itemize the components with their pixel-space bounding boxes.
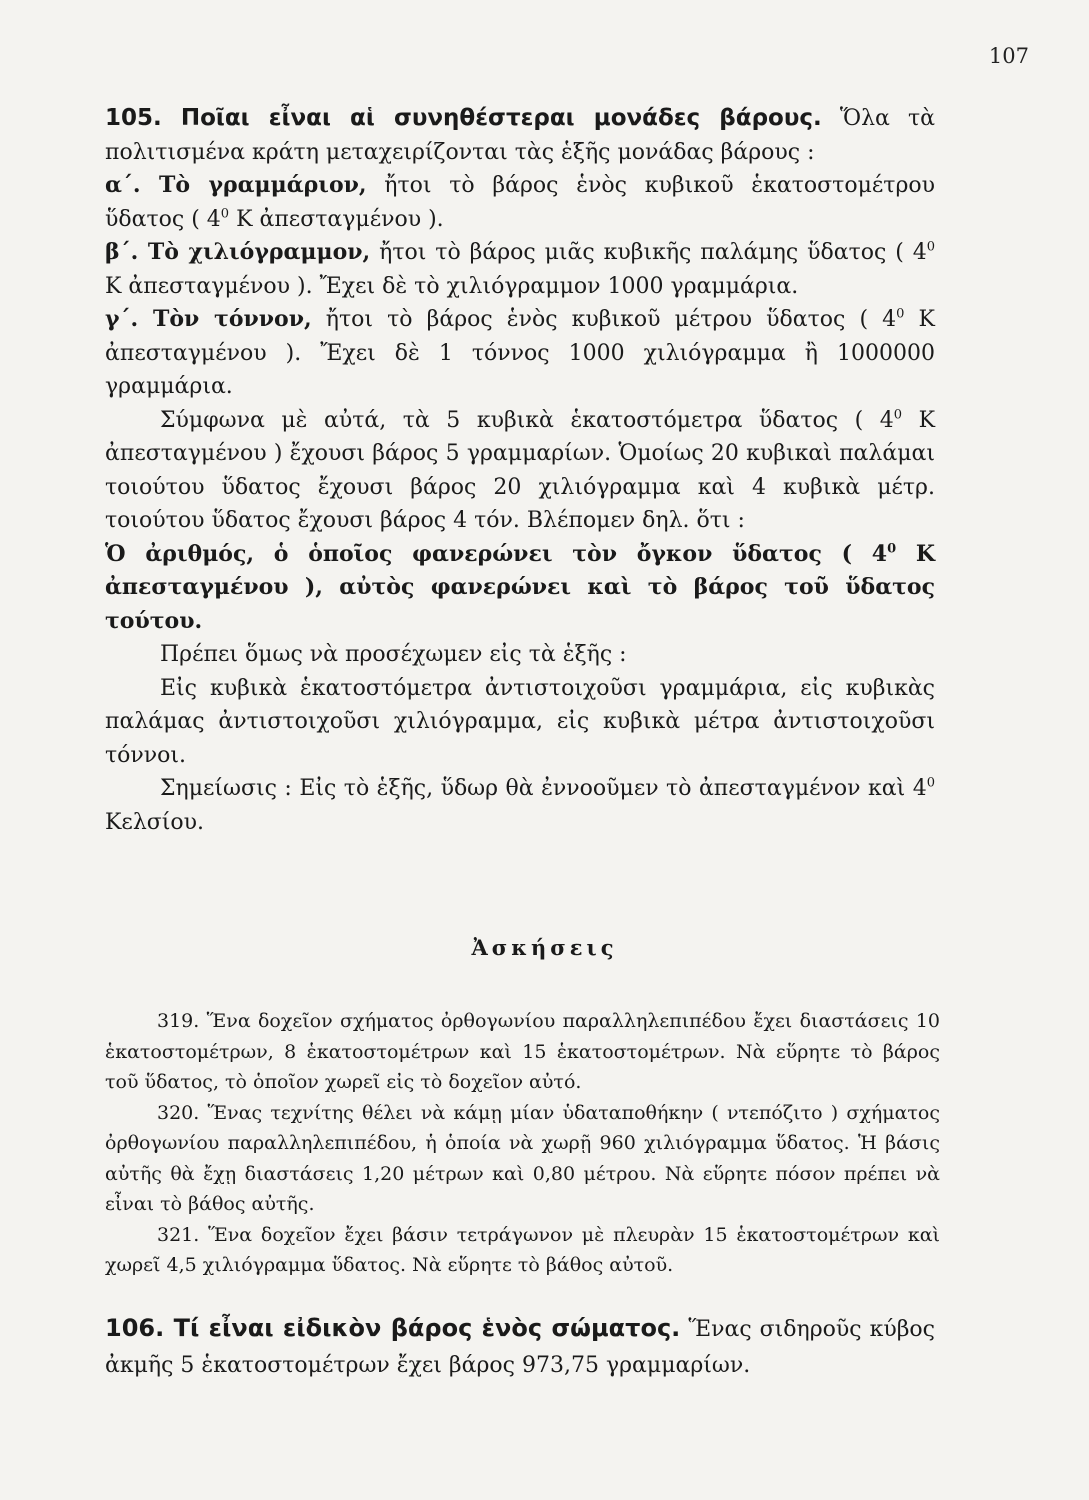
item-b: β΄. Τὸ χιλιόγραμμον, ἤτοι τὸ βάρος μιᾶς κυβικῆς παλάμης ὕδατος ( $4^0$ Κ ἀπεσταγμένου ). Ἔχει δὲ τὸ χιλιόγραμμον 1000 γραμμάρια. <box>105 239 935 299</box>
item-a: α΄. Τὸ γραμμάριον, ἤτοι τὸ βάρος ἑνὸς κυβικοῦ ἑκατοστομέτρου ὕδατος ( $4^0$ Κ ἀπεσταγμένου ). <box>105 172 935 232</box>
exercise-319: 319. Ἕνα δοχεῖον σχήματος ὀρθογωνίου παραλληλεπιπέδου ἔχει διαστάσεις 10 ἑκατοστομέτρων, 8 ἑκατοστομέτρων καὶ 15 ἑκατοστομέτρων. Νὰ εὕρητε τὸ βάρος τοῦ ὕδατος, τὸ ὁποῖον χωρεῖ εἰς τὸ δοχεῖον αὐτό. <box>105 1010 940 1093</box>
section-105-heading: 105. Ποῖαι εἶναι αἱ συνηθέστεραι μονάδες βάρους. <box>105 105 822 131</box>
exercises-list <box>105 1006 940 1281</box>
section-106-heading: 106. Τί εἶναι εἰδικὸν βάρος ἑνὸς σώματος. <box>105 1314 681 1342</box>
rule-statement: Ὁ ἀριθμός, ὁ ὁποῖος φανερώνει τὸν ὄγκον ὕδατος ( $4^0$ Κ ἀπεσταγμένου ), αὐτὸς φανερώνει καὶ τὸ βάρος τοῦ ὕδατος τούτου. <box>105 540 935 634</box>
exercise-321: 321. Ἕνα δοχεῖον ἔχει βάσιν τετράγωνον μὲ πλευρὰν 15 ἑκατοστομέτρων καὶ χωρεῖ 4,5 χιλιόγραμμα ὕδατος. Νὰ εὕρητε τὸ βάθος αὐτοῦ. <box>105 1223 940 1276</box>
paragraph-accordingly: Σύμφωνα μὲ αὐτά, τὰ 5 κυβικὰ ἑκατοστόμετρα ὕδατος ( $4^0$ Κ ἀπεσταγμένου ) ἔχουσι βάρος 5 γραμμαρίων. Ὁμοίως 20 κυβικαὶ παλάμαι τοιούτου ὕδατος ἔχουσι βάρος 20 χιλιόγραμμα καὶ 4 κυβικὰ μέτρ. τοιούτου ὕδατος ἔχουσι βάρος 4 τόν. Βλέπομεν δηλ. ὅτι : <box>105 407 935 533</box>
section-106 <box>105 1310 935 1384</box>
paragraph-correspondence: Εἰς κυβικὰ ἑκατοστόμετρα ἀντιστοιχοῦσι γραμμάρια, εἰς κυβικὰς παλάμας ἀντιστοιχοῦσι χιλιόγραμμα, εἰς κυβικὰ μέτρα ἀντιστοιχοῦσι τόννοι. <box>105 675 935 768</box>
section-105 <box>105 102 935 839</box>
page-number: 107 <box>988 44 1029 68</box>
exercise-320: 320. Ἕνας τεχνίτης θέλει νὰ κάμῃ μίαν ὑδαταποθήκην ( ντεπόζιτο ) σχήματος ὀρθογωνίου παραλληλεπιπέδου, ἡ ὁποία νὰ χωρῇ 960 χιλιόγραμμα ὕδατος. Ἡ βάσις αὐτῆς θὰ ἔχῃ διαστάσεις 1,20 μέτρων καὶ 0,80 μέτρου. Νὰ εὕρητε πόσον πρέπει νὰ εἶναι τὸ βάθος αὐτῆς. <box>105 1101 940 1215</box>
section-106-text: Ἕνας σιδηροῦς κύβος ἀκμῆς 5 ἑκατοστομέτρων ἔχει βάρος 973,75 γραμμαρίων. <box>105 1317 936 1378</box>
section-105-intro: 105. Ποῖαι εἶναι αἱ συνηθέστεραι μονάδες βάρους. Ὅλα τὰ πολιτισμένα κράτη μεταχειρίζονται τὰς ἑξῆς μονάδας βάρους : <box>105 105 935 165</box>
paragraph-attention: Πρέπει ὅμως νὰ προσέχωμεν εἰς τὰ ἑξῆς : <box>160 642 627 667</box>
item-c: γ΄. Τὸν τόννον, ἤτοι τὸ βάρος ἑνὸς κυβικοῦ μέτρου ὕδατος ( $4^0$ Κ ἀπεσταγμένου ). Ἔχει δὲ 1 τόννος 1000 χιλιόγραμμα ἢ 1000000 γραμμάρια. <box>105 306 935 399</box>
paragraph-note: Σημείωσις : Εἰς τὸ ἑξῆς, ὕδωρ θὰ ἐννοοῦμεν τὸ ἀπεσταγμένον καὶ $4^0$ Κελσίου. <box>105 775 935 835</box>
exercises-title: Ἀσκήσεις <box>471 935 618 960</box>
